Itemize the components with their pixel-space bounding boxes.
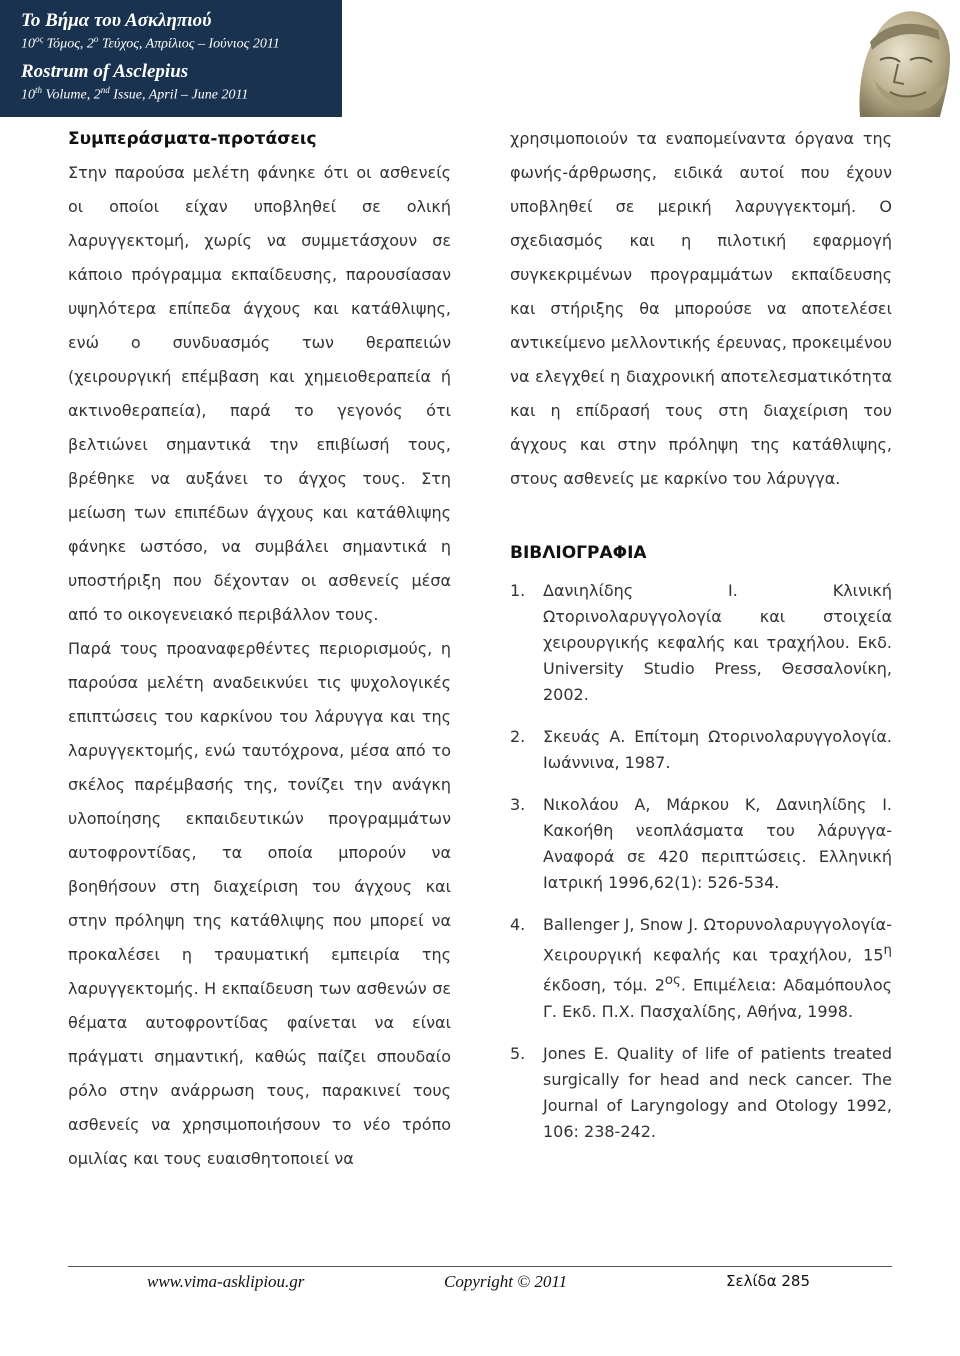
footer-copyright: Copyright © 2011 [444, 1272, 568, 1291]
issue-info-greek: $10^{o\varsigma}$ Τόμος, $2^o$ Τεύχος, Απρίλιος – Ιούνιος 2011 [21, 34, 280, 52]
references-heading: ΒΙΒΛΙΟΓΡΑΦΙΑ [510, 543, 647, 563]
reference-item: 1. Δανιηλίδης Ι. Κλινική Ωτορινολαρυγγολογία και στοιχεία χειρουργικής κεφαλής και τραχήλου. Εκδ. University Studio Press, Θεσσαλονίκη, 2002. [510, 581, 892, 704]
left-column [68, 122, 451, 1176]
reference-item: 2. Σκευάς Α. Επίτομη Ωτορινολαρυγγολογία. Ιωάννινα, 1987. [510, 727, 892, 772]
journal-title-english: Rostrum of Asclepius [21, 61, 189, 82]
journal-title-greek: Το Βήμα του Ασκληπιού [21, 10, 212, 31]
footer-divider [68, 1266, 892, 1267]
right-column [510, 122, 892, 1145]
footer-page-number: Σελίδα 285 [726, 1272, 811, 1290]
asclepius-bust-image [840, 0, 958, 117]
conclusions-paragraph-2: Παρά τους προαναφερθέντες περιορισμούς, η παρούσα μελέτη αναδεικνύει τις ψυχολογικές επιπτώσεις του καρκίνου του λάρυγγα και της λαρυγγεκτομής, ενώ ταυτόχρονα, μέσα από το σκέλος παρέμβασής της, τονίζει την ανάγκη υλοποίησης εκπαιδευτικών προγραμμάτων αυτοφροντίδας, τα οποία μπορούν να βοηθήσουν στη διαχείριση του άγχους και στην πρόληψη της κατάθλιψης που μπορεί να προκαλέσει η τραυματική εμπειρία της λαρυγγεκτομής. Η εκπαίδευση των ασθενών σε θέματα αυτοφροντίδας φαίνεται να είναι πράγματι σημαντική, καθώς παίζει σπουδαίο ρόλο στην ανάρρωση τους, παρακινεί τους ασθενείς να χρησιμοποιήσουν το νέο τρόπο ομιλίας και τους ευαισθητοποιεί να [68, 639, 451, 1168]
conclusions-heading: Συμπεράσματα-προτάσεις [68, 129, 317, 149]
conclusions-paragraph-continued: χρησιμοποιούν τα εναπομείναντα όργανα της φωνής-άρθρωσης, ειδικά αυτοί που έχουν υποβληθεί σε μερική λαρυγγεκτομή. Ο σχεδιασμός και η πιλοτική εφαρμογή συγκεκριμένων προγραμμάτων εκπαίδευσης και στήριξης θα μπορούσε να αποτελέσει αντικείμενο μελλοντικής έρευνας, προκειμένου να ελεγχθεί η διαχρονική αποτελεσματικότητα και η επίδρασή τους στη διαχείριση του άγχους και στην πρόληψη της κατάθλιψης, στους ασθενείς με καρκίνο του λάρυγγα. [510, 129, 892, 488]
header-band [0, 0, 342, 117]
page-header [0, 0, 960, 117]
reference-item: 5. Jones E. Quality of life of patients treated surgically for head and neck cancer. The Journal of Laryngology and Otology 1992, 106: 238-242. [510, 1043, 892, 1141]
reference-item: 4. Ballenger J, Snow J. Ωτορυνολαρυγγολογία-Χειρουργική κεφαλής και τραχήλου, $15^\eta$ έκδοση, τόμ. $2^{o\varsigma}$. Επιμέλεια: Αδαμόπουλος Γ. Εκδ. Π.Χ. Πασχαλίδης, Αθήνα, 1998. [510, 915, 892, 1021]
reference-item: 3. Νικολάου Α, Μάρκου Κ, Δανιηλίδης Ι. Κακοήθη νεοπλάσματα του λάρυγγα-Αναφορά σε 420 περιπτώσεις. Ελληνική Ιατρική 1996,62(1): 526-534. [510, 795, 892, 892]
conclusions-paragraph-1: Στην παρούσα μελέτη φάνηκε ότι οι ασθενείς οι οποίοι είχαν υποβληθεί σε ολική λαρυγγεκτομή, χωρίς να συμμετάσχουν σε κάποιο πρόγραμμα εκπαίδευσης, παρουσίασαν υψηλότερα επίπεδα άγχους και κατάθλιψης, ενώ ο συνδυασμός των θεραπειών (χειρουργική επέμβαση και χημειοθεραπεία ή ακτινοθεραπεία), παρά το γεγονός ότι βελτιώνει σημαντικά την επιβίωσή τους, βρέθηκε να αυξάνει το άγχος τους. Στη μείωση των επιπέδων άγχους και κατάθλιψης φάνηκε ωστόσο, να συμβάλει σημαντικά η υποστήριξη που δέχονταν οι ασθενείς μέσα από το οικογενειακό περιβάλλον τους. [68, 163, 451, 624]
footer-website-link[interactable]: www.vima-asklipiou.gr [147, 1272, 305, 1291]
issue-info-english: 10th Volume, 2nd Issue, April – June 2011 [21, 85, 249, 103]
